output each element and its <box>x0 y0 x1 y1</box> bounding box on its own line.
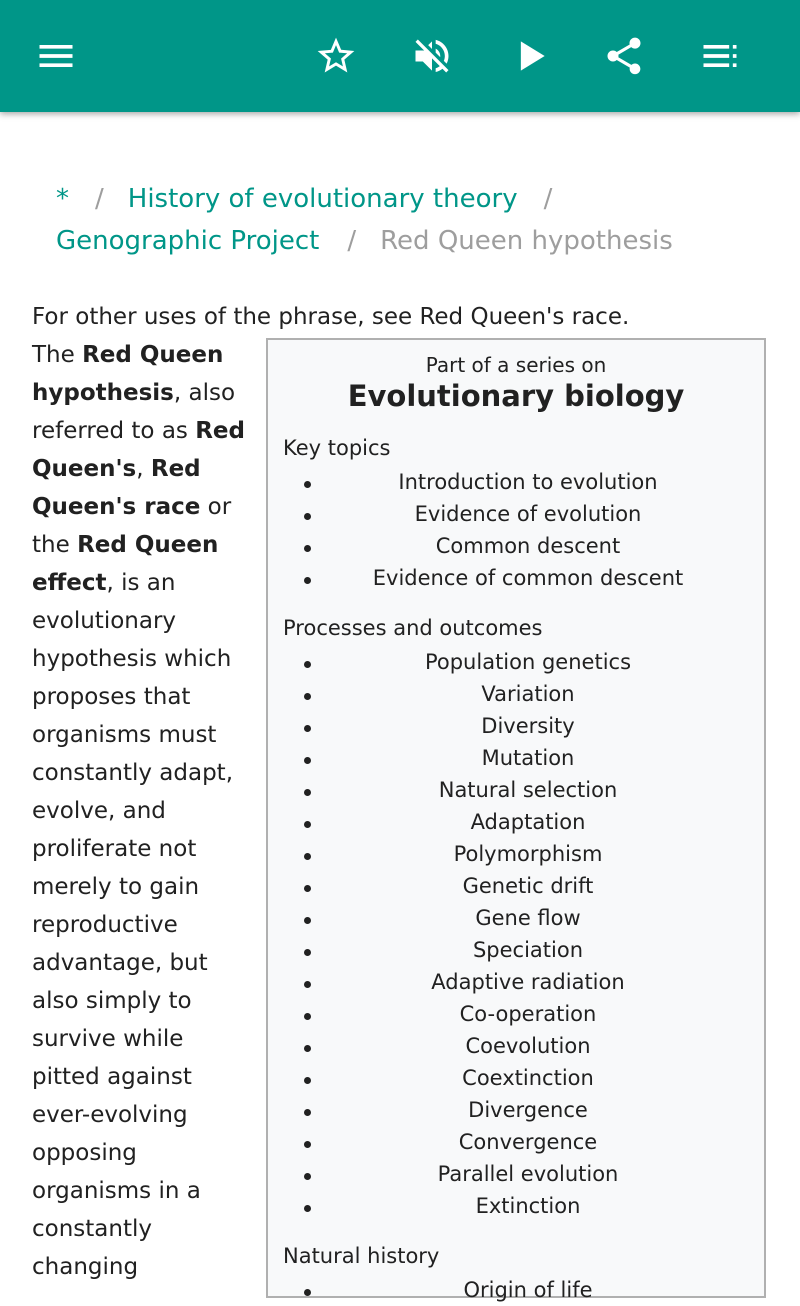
breadcrumb <box>56 178 756 262</box>
breadcrumb-separator: / <box>95 184 104 214</box>
infobox-list <box>268 646 764 1222</box>
breadcrumb-separator: / <box>543 184 553 214</box>
infobox-title[interactable]: Evolutionary biology <box>347 379 685 413</box>
intro-text: , <box>136 456 151 482</box>
infobox-link[interactable]: Natural selection <box>268 774 764 806</box>
infobox-list <box>268 1274 764 1306</box>
intro-text: or the <box>32 494 232 558</box>
infobox-section-heading: Processes and outcomes <box>283 616 543 640</box>
intro-bold-term: Red Queen's race <box>32 456 201 520</box>
volume-off-icon <box>410 34 454 78</box>
infobox-link[interactable]: Mutation <box>268 742 764 774</box>
infobox-link[interactable]: Diversity <box>268 710 764 742</box>
infobox-link[interactable]: Common descent <box>268 530 764 562</box>
infobox-link[interactable]: Divergence <box>268 1094 764 1126</box>
star-icon <box>314 34 358 78</box>
infobox-link[interactable]: Coevolution <box>268 1030 764 1062</box>
breadcrumb-line-1 <box>56 178 756 220</box>
mute-button[interactable] <box>398 22 466 90</box>
favorite-button[interactable] <box>302 22 370 90</box>
infobox-link[interactable]: Genetic drift <box>268 870 764 902</box>
infobox-above: Part of a series on <box>425 353 607 377</box>
breadcrumb-separator: / <box>347 226 357 256</box>
intro-text: The <box>32 342 83 368</box>
infobox-link[interactable]: Evidence of common descent <box>268 562 764 594</box>
menu-icon <box>34 34 78 78</box>
infobox-section-heading: Key topics <box>283 436 391 460</box>
infobox-link[interactable]: Parallel evolution <box>268 1158 764 1190</box>
infobox-link[interactable]: Population genetics <box>268 646 764 678</box>
intro-text: , is an evolutionary hypothesis which proposes that organisms must constantly adapt, evolve, and proliferate not merely to gain reproductive advantage, but also simply to survive while pitted against ever-evolving opposing organisms in a constantly changing <box>32 570 234 1280</box>
intro-bold-term: Red Queen effect <box>32 532 219 596</box>
infobox-link[interactable]: Origin of life <box>268 1274 764 1306</box>
breadcrumb-line-2 <box>56 220 756 262</box>
intro-bold-term: Red Queen hypothesis <box>32 342 224 406</box>
share-button[interactable] <box>590 22 658 90</box>
infobox-link[interactable]: Polymorphism <box>268 838 764 870</box>
app-bar <box>0 0 800 112</box>
intro-bold-term: Red Queen's <box>32 418 245 482</box>
hatnote: For other uses of the phrase, see Red Queen's race. <box>32 304 630 330</box>
infobox-link[interactable]: Evidence of evolution <box>268 498 764 530</box>
breadcrumb-current: Red Queen hypothesis <box>380 226 673 256</box>
infobox-link[interactable]: Adaptive radiation <box>268 966 764 998</box>
infobox-link[interactable]: Gene flow <box>268 902 764 934</box>
article-intro <box>32 336 246 1286</box>
play-button[interactable] <box>496 22 564 90</box>
play-icon <box>508 34 552 78</box>
infobox-link[interactable]: Speciation <box>268 934 764 966</box>
infobox-link[interactable]: Extinction <box>268 1190 764 1222</box>
breadcrumb-item-history[interactable]: History of evolutionary theory <box>127 184 518 214</box>
breadcrumb-item-genographic[interactable]: Genographic Project <box>56 226 320 256</box>
infobox <box>266 338 766 1302</box>
share-icon <box>602 34 646 78</box>
toc-button[interactable] <box>686 22 754 90</box>
infobox-link[interactable]: Co-operation <box>268 998 764 1030</box>
infobox-link[interactable]: Introduction to evolution <box>268 466 764 498</box>
breadcrumb-home[interactable]: * <box>56 184 69 214</box>
infobox-link[interactable]: Variation <box>268 678 764 710</box>
infobox-link[interactable]: Adaptation <box>268 806 764 838</box>
intro-text: , also referred to as <box>32 380 236 444</box>
infobox-link[interactable]: Coextinction <box>268 1062 764 1094</box>
infobox-list <box>268 466 764 594</box>
list-icon <box>698 34 742 78</box>
menu-button[interactable] <box>22 22 90 90</box>
infobox-section-heading: Natural history <box>283 1244 440 1268</box>
infobox-link[interactable]: Convergence <box>268 1126 764 1158</box>
